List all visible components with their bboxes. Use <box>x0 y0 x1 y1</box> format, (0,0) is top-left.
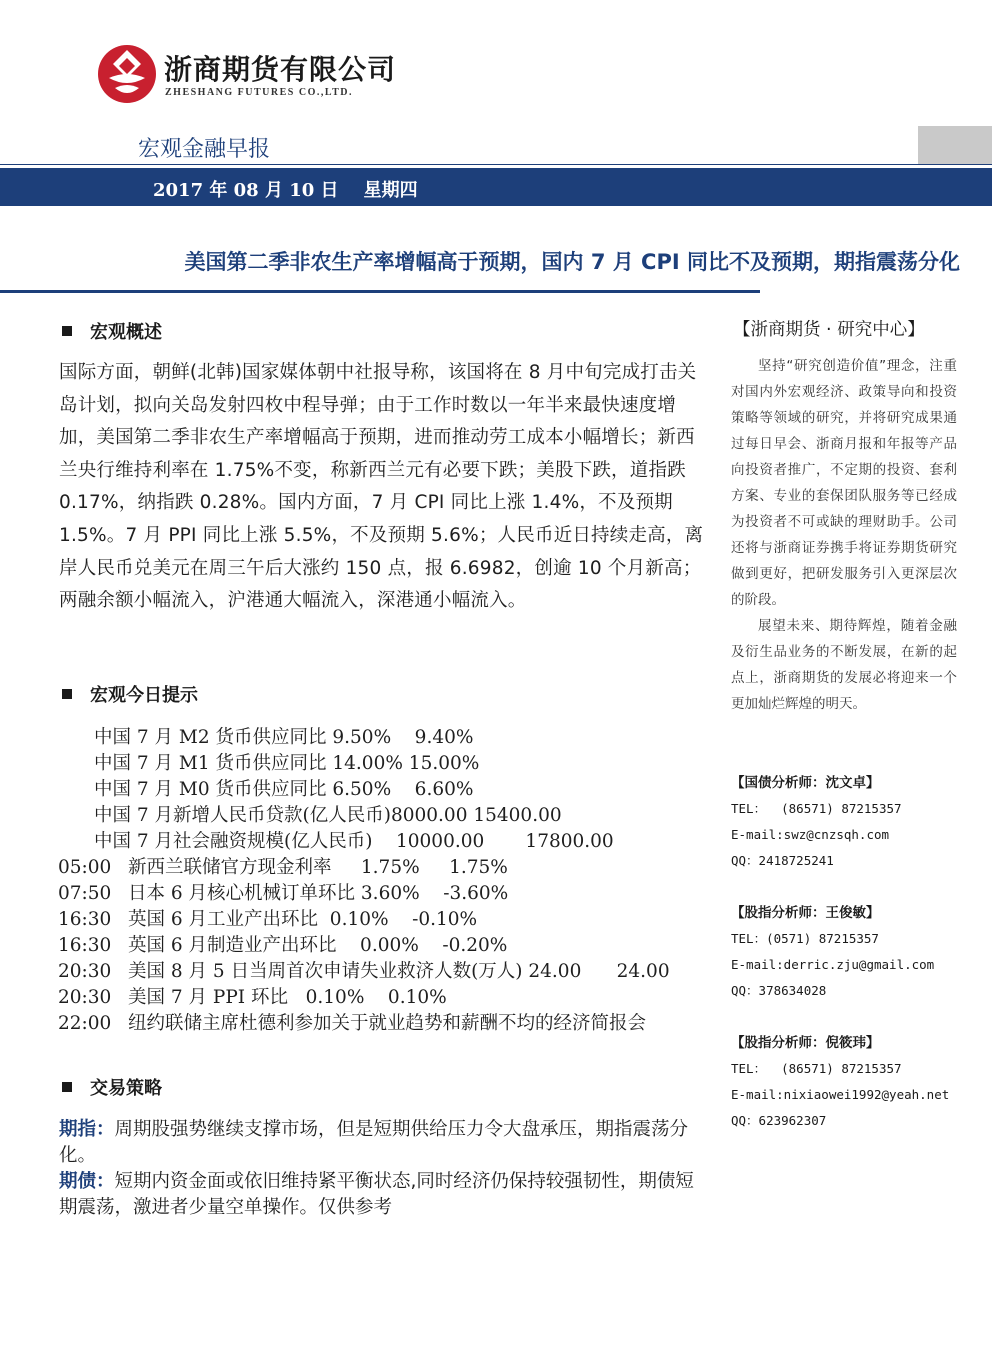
list-item-time: 16:30 <box>58 909 112 930</box>
analyst-name: 【股指分析师：倪筱玮】 <box>731 1035 880 1051</box>
sidebar-paragraph: 坚持“研究创造价值”理念，注重对国内外宏观经济、政策导向和投资策略等领域的研究，并将研究成果通过每日早会、浙商月报和年报等产品向投资者推广，不定期的投资、套利方案、专业的套保团队服务等已经成为投资者不可或缺的理财助手。公司还将与浙商证券携手将证券期货研究做到更好，把研发服务引入更深层次的阶段。 <box>731 358 957 608</box>
strategy-item <box>59 1169 709 1221</box>
list-item-text: 英国 6 月工业产出环比 0.10% -0.10% <box>128 909 478 930</box>
analyst-email: E-mail:nixiaowei1992@yeah.net <box>731 1087 950 1102</box>
list-item <box>58 1011 758 1037</box>
list-item <box>58 881 758 907</box>
today-list <box>58 725 758 1037</box>
list-item-text: 新西兰联储官方现金利率 1.75% 1.75% <box>128 857 508 878</box>
list-item-text: 日本 6 月核心机械订单环比 3.60% -3.60% <box>128 883 509 904</box>
list-item-text: 中国 7 月 M0 货币供应同比 6.50% 6.60% <box>94 779 474 800</box>
analyst-card <box>731 770 981 874</box>
list-item <box>58 959 758 985</box>
headline: 美国第二季非农生产率增幅高于预期，国内 7 月 CPI 同比不及预期，期指震荡分化 <box>184 250 960 274</box>
list-item-text: 中国 7 月 M2 货币供应同比 9.50% 9.40% <box>94 727 474 748</box>
analyst-qq: QQ：623962307 <box>731 1113 827 1128</box>
list-item-time: 07:50 <box>58 883 112 904</box>
company-logo-icon <box>97 44 157 104</box>
analyst-tel: TEL：(0571) 87215357 <box>731 931 879 946</box>
list-item-text: 中国 7 月社会融资规模(亿人民币) 10000.00 17800.00 <box>94 831 614 852</box>
strategy-text: 周期股强势继续支撑市场，但是短期供给压力令大盘承压，期指震荡分化。 <box>59 1119 689 1166</box>
analyst-qq: QQ：378634028 <box>731 983 827 998</box>
list-item <box>58 907 758 933</box>
section-title-text: 交易策略 <box>90 1078 162 1099</box>
list-item-time: 20:30 <box>58 961 112 982</box>
bullet-square-icon <box>62 1082 72 1092</box>
bullet-square-icon <box>62 689 72 699</box>
list-item <box>58 855 758 881</box>
strategy-item <box>59 1117 709 1169</box>
section-title-text: 宏观概述 <box>90 322 162 343</box>
analyst-card <box>731 900 981 1004</box>
list-item-text: 中国 7 月 M1 货币供应同比 14.00% 15.00% <box>94 753 480 774</box>
list-item-time: 05:00 <box>58 857 112 878</box>
headline-rule <box>0 290 760 293</box>
section-title-today <box>62 681 198 707</box>
list-item <box>58 751 758 777</box>
list-item <box>58 829 758 855</box>
list-item-text: 纽约联储主席杜德利参加关于就业趋势和薪酬不均的经济简报会 <box>128 1013 647 1034</box>
list-item-time: 16:30 <box>58 935 112 956</box>
report-date: 2017 年 08 月 10 日 星期四 <box>153 180 418 201</box>
analyst-qq: QQ：2418725241 <box>731 853 834 868</box>
header-rule <box>0 164 992 165</box>
analyst-card <box>731 1030 981 1134</box>
strategy-text: 短期内资金面或依旧维持紧平衡状态,同时经济仍保持较强韧性，期债短期震荡，激进者少量空单操作。仅供参考 <box>59 1171 694 1218</box>
company-name-en: ZHESHANG FUTURES CO.,LTD. <box>165 87 353 98</box>
header-gray-block <box>918 126 992 164</box>
section-title-text: 宏观今日提示 <box>90 685 198 706</box>
strategy-label: 期指： <box>59 1119 115 1140</box>
strategy-label: 期债： <box>59 1171 115 1192</box>
analyst-email: E-mail:swz@cnzsqh.com <box>731 827 890 842</box>
analyst-name: 【股指分析师：王俊敏】 <box>731 905 880 921</box>
list-item <box>58 985 758 1011</box>
overview-paragraph: 国际方面，朝鲜(北韩)国家媒体朝中社报导称，该国将在 8 月中旬完成打击关岛计划，拟向关岛发射四枚中程导弹；由于工作时数以一年半来最快速度增加，美国第二季非农生产率增幅高于预期，进而推动劳工成本小幅增长；新西兰央行维持利率在 1.75%不变，称新西兰元有必要下跌；美股下跌，道指跌 0.17%，纳指跌 0.28%。国内方面，7 月 CPI 同比上涨 1.4%，不及预期 1.5%。7 月 PPI 同比上涨 5.5%，不及预期 5.6%；人民币近日持续走高，离岸人民币兑美元在周三午后大涨约 150 点，报 6.6982，创逾 10 个月新高；两融余额小幅流入，沪港通大幅流入，深港通小幅流入。 <box>59 362 704 612</box>
list-item-text: 美国 8 月 5 日当周首次申请失业救济人数(万人) 24.00 24.00 <box>128 961 670 982</box>
list-item-text: 美国 7 月 PPI 环比 0.10% 0.10% <box>128 987 447 1008</box>
list-item-text: 中国 7 月新增人民币贷款(亿人民币)8000.00 15400.00 <box>94 805 562 826</box>
report-type: 宏观金融早报 <box>138 137 271 162</box>
bullet-square-icon <box>62 326 72 336</box>
list-item <box>58 933 758 959</box>
list-item-time: 22:00 <box>58 1013 112 1034</box>
list-item <box>58 803 758 829</box>
analyst-tel: TEL： (86571) 87215357 <box>731 1061 902 1076</box>
date-bar <box>0 168 992 206</box>
analyst-tel: TEL： (86571) 87215357 <box>731 801 902 816</box>
list-item <box>58 777 758 803</box>
analyst-email: E-mail:derric.zju@gmail.com <box>731 957 935 972</box>
analyst-name: 【国债分析师：沈文卓】 <box>731 775 880 791</box>
company-name-cn: 浙商期货有限公司 <box>164 53 397 86</box>
sidebar-title: 【浙商期货 · 研究中心】 <box>733 320 925 340</box>
list-item-time: 20:30 <box>58 987 112 1008</box>
list-item-text: 英国 6 月制造业产出环比 0.00% -0.20% <box>128 935 508 956</box>
list-item <box>58 725 758 751</box>
section-title-strategy <box>62 1074 162 1100</box>
sidebar-paragraph: 展望未来、期待辉煌，随着金融及衍生品业务的不断发展，在新的起点上，浙商期货的发展必将迎来一个更加灿烂辉煌的明天。 <box>731 618 957 712</box>
section-title-overview <box>62 318 162 344</box>
